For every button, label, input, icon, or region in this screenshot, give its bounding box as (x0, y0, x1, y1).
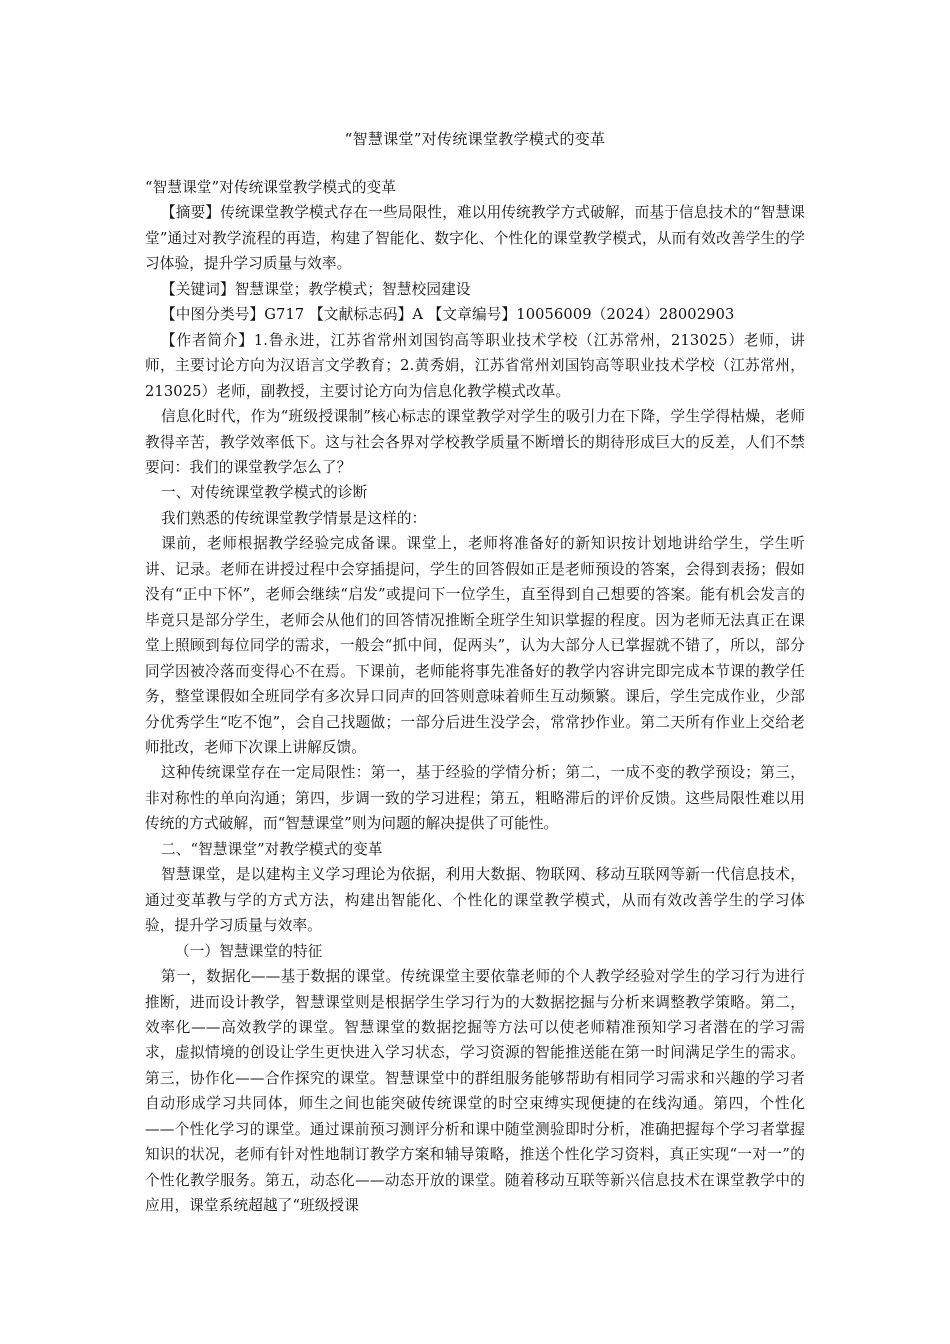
paragraph-body: 第一，数据化——基于数据的课堂。传统课堂主要依靠老师的个人教学经验对学生的学习行为进行推断，进而设计教学，智慧课堂则是根据学生学习行为的大数据挖掘与分析来调整教学策略。第二，效率化——高效教学的课堂。智慧课堂的数据挖掘等方法可以使老师精准预知学习者潜在的学习需求，虚拟情境的创设让学生更快进入学习状态，学习资源的智能推送能在第一时间满足学生的需求。第三，协作化——合作探究的课堂。智慧课堂中的群组服务能够帮助有相同学习需求和兴趣的学习者自动形成学习共同体，师生之间也能突破传统课堂的时空束缚实现便捷的在线沟通。第四，个性化——个性化学习的课堂。通过课前预习测评分析和课中随堂测验即时分析，准确把握每个学习者掌握知识的状况，老师有针对性地制订教学方案和辅导策略，推送个性化学习资料，真正实现“一对一”的个性化教学服务。第五，动态化——动态开放的课堂。随着移动互联等新兴信息技术在课堂教学中的应用，课堂系统超越了“班级授课 (145, 968, 805, 1215)
paragraph-authors: 【作者简介】1.鲁永进，江苏省常州刘国钧高等职业技术学校（江苏常州，213025）老师，讲师，主要讨论方向为汉语言文学教育；2.黄秀娟，江苏省常州刘国钧高等职业技术学校（江苏常州，213025）老师，副教授，主要讨论方向为信息化教学模式改革。 (145, 331, 805, 400)
paragraph-body: 课前，老师根据教学经验完成备课。课堂上，老师将准备好的新知识按计划地讲给学生，学生听讲、记录。老师在讲授过程中会穿插提问，学生的回答假如正是老师预设的答案，会得到表扬；假如没有“正中下怀”，老师会继续“启发”或提问下一位学生，直至得到自己想要的答案。能有机会发言的毕竟只是部分学生，老师会从他们的回答情况推断全班学生知识掌握的程度。因为老师无法真正在课堂上照顾到每位同学的需求，一般会“抓中间，促两头”，认为大部分人已掌握就不错了，所以，部分同学因被冷落而变得心不在焉。下课前，老师能将事先准备好的教学内容讲完即完成本节课的教学任务，整堂课假如全班同学有多次异口同声的回答则意味着师生互动频繁。课后，学生完成作业，少部分优秀学生“吃不饱”，会自己找题做；一部分后进生没学会，常常抄作业。第二天所有作业上交给老师批改，老师下次课上讲解反馈。 (145, 535, 805, 756)
section-heading-1: 一、对传统课堂教学模式的诊断 (161, 484, 368, 502)
paragraph-classification: 【中图分类号】G717 【文献标志码】A 【文章编号】10056009（2024）28002903 (161, 306, 735, 324)
paragraph-body: 我们熟悉的传统课堂教学情景是这样的： (161, 509, 427, 527)
paragraph-intro: 信息化时代，作为“班级授课制”核心标志的课堂教学对学生的吸引力在下降，学生学得枯燥，老师教得辛苦，教学效率低下。这与社会各界对学校教学质量不断增长的期待形成巨大的反差，人们不禁要问：我们的课堂教学怎么了？ (145, 408, 805, 476)
document-title: “智慧课堂”对传统课堂教学模式的变革 (344, 130, 606, 148)
section-heading-2: 二、“智慧课堂”对教学模式的变革 (161, 840, 383, 858)
paragraph-abstract: 【摘要】传统课堂教学模式存在一些局限性，难以用传统教学方式破解，而基于信息技术的“智慧课堂”通过对教学流程的再造，构建了智能化、数字化、个性化的课堂教学模式，从而有效改善学生的学习体验，提升学习质量与效率。 (145, 204, 805, 273)
subsection-heading-1: （一）智慧课堂的特征 (175, 942, 323, 960)
paragraph-body: 这种传统课堂存在一定局限性：第一，基于经验的学情分析；第二，一成不变的教学预设；第三，非对称性的单向沟通；第四，步调一致的学习进程；第五，粗略滞后的评价反馈。这些局限性难以用传统的方式破解，而“智慧课堂”则为问题的解决提供了可能性。 (145, 764, 805, 833)
paragraph-body: 智慧课堂，是以建构主义学习理论为依据，利用大数据、物联网、移动互联网等新一代信息技术，通过变革教与学的方式方法，构建出智能化、个性化的课堂教学模式，从而有效改善学生的学习体验，提升学习质量与效率。 (145, 866, 805, 935)
paragraph-subtitle: “智慧课堂”对传统课堂教学模式的变革 (145, 179, 397, 196)
paragraph-keywords: 【关键词】智慧课堂；教学模式；智慧校园建设 (161, 280, 471, 298)
document-body (145, 175, 805, 1219)
